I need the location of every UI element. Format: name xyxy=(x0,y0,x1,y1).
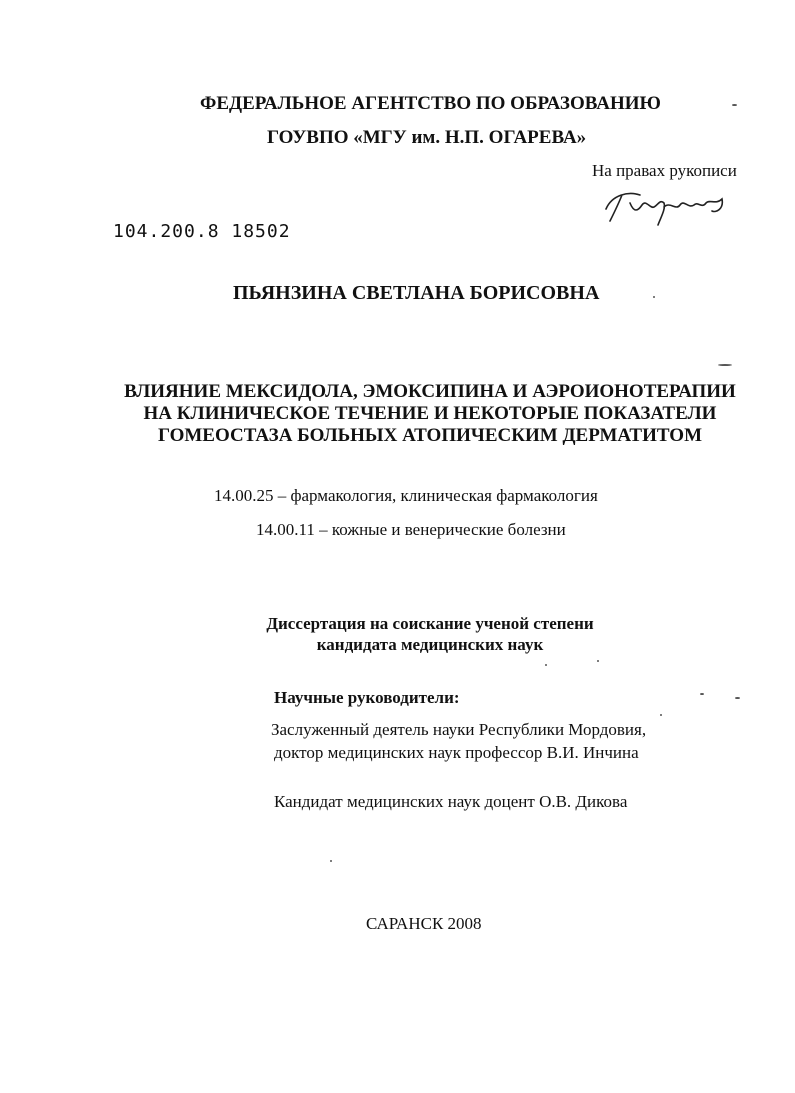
title-line-1: ВЛИЯНИЕ МЕКСИДОЛА, ЭМОКСИПИНА И АЭРОИОНОТЕРАПИИ xyxy=(124,381,736,402)
scan-speck xyxy=(653,296,655,298)
organization-name-line-1: ФЕДЕРАЛЬНОЕ АГЕНТСТВО ПО ОБРАЗОВАНИЮ xyxy=(200,93,661,114)
scan-speck xyxy=(597,660,599,662)
scan-speck xyxy=(330,860,332,862)
scan-speck xyxy=(735,697,740,699)
handwritten-signature xyxy=(600,183,732,231)
supervisor-2: Кандидат медицинских наук доцент О.В. Дикова xyxy=(274,792,628,811)
degree-line-2: кандидата медицинских наук xyxy=(316,635,544,654)
title-line-2: НА КЛИНИЧЕСКОЕ ТЕЧЕНИЕ И НЕКОТОРЫЕ ПОКАЗАТЕЛИ xyxy=(143,403,717,424)
supervisor-1-name: доктор медицинских наук профессор В.И. Инчина xyxy=(274,743,639,762)
rights-note: На правах рукописи xyxy=(592,161,737,180)
dissertation-title xyxy=(100,381,760,447)
scan-speck xyxy=(718,364,732,366)
author-name: ПЬЯНЗИНА СВЕТЛАНА БОРИСОВНА xyxy=(233,282,600,304)
degree-statement xyxy=(230,613,630,655)
scan-speck xyxy=(732,104,737,106)
organization-name-line-2: ГОУВПО «МГУ им. Н.П. ОГАРЕВА» xyxy=(267,127,587,148)
archive-stamp-code: 104.200.8 18502 xyxy=(113,221,291,242)
city-year: САРАНСК 2008 xyxy=(366,914,482,933)
supervisor-1-title: Заслуженный деятель науки Республики Мордовия, xyxy=(271,720,647,739)
scan-speck xyxy=(545,664,547,666)
specialty-code-2: 14.00.11 – кожные и венерические болезни xyxy=(256,520,566,539)
supervisors-label: Научные руководители: xyxy=(274,688,460,707)
specialty-code-1: 14.00.25 – фармакология, клиническая фармакология xyxy=(214,486,598,505)
scan-speck xyxy=(660,714,662,716)
degree-line-1: Диссертация на соискание ученой степени xyxy=(266,614,594,633)
scan-speck xyxy=(700,693,704,695)
title-line-3: ГОМЕОСТАЗА БОЛЬНЫХ АТОПИЧЕСКИМ ДЕРМАТИТОМ xyxy=(157,425,703,446)
